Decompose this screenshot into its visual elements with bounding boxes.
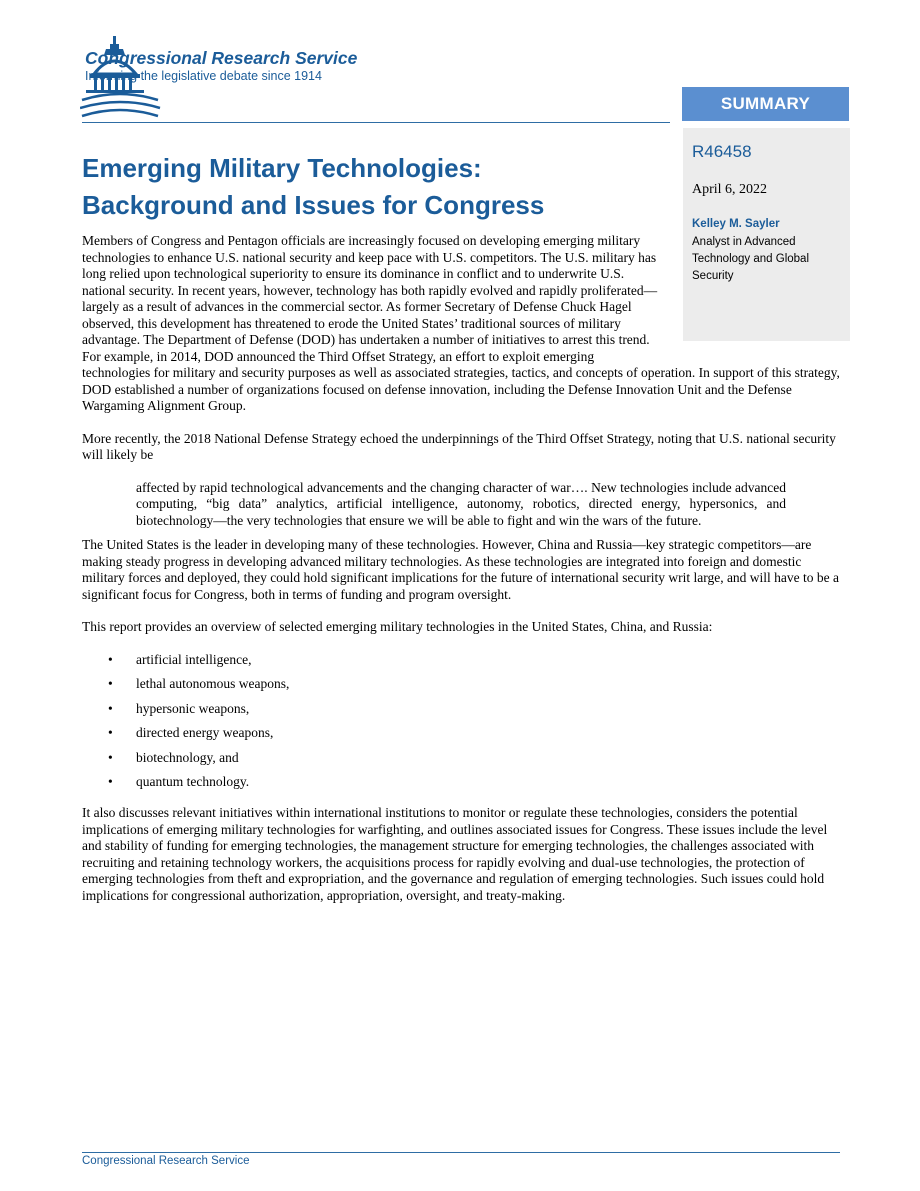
bullet-icon: • [108, 749, 113, 765]
page-title [82, 150, 544, 224]
bullet-icon: • [108, 774, 113, 790]
paragraph-3: The United States is the leader in developing many of these technologies. However, China and Russia—key strategic competitors—are making steady progress in developing advanced military technologies. As these technologies are integrated into foreign and domestic military forces and deployed, they could hold significant implications for the future of international security writ large, and will have to be a significant focus for Congress, both in terms of funding and program oversight. [82, 537, 840, 602]
bullet-icon: • [108, 676, 113, 692]
bullet-icon: • [108, 651, 113, 667]
header-divider [82, 122, 670, 123]
block-quote: affected by rapid technological advancements and the changing character of war…. New technologies include advanced computing, “big data” analytics, artificial intelligence, autonomy, robotics, directed energy, hypersonics, and biotechnology—the very technologies that ensure we will be able to fight and win the wars of the future. [136, 479, 786, 528]
paragraph-4: This report provides an overview of selected emerging military technologies in the United States, China, and Russia: [82, 619, 713, 634]
summary-body [82, 233, 842, 920]
list-item: • directed energy weapons, [108, 725, 274, 741]
paragraph-1: Members of Congress and Pentagon officials are increasingly focused on developing emerging military technologies to enhance U.S. national security and keep pace with U.S. competitors. The U.S. military has long relied upon technological superiority to ensure its dominance in conflict and to underwrite U.S. national security. In recent years, however, technology has both rapidly evolved and rapidly proliferated—largely as a result of advances in the commercial sector. As former Secretary of Defense Chuck Hagel observed, this development has threatened to erode the United States’ traditional sources of military advantage. The Department of Defense (DOD) has undertaken a number of initiatives to arrest this trend. For example, in 2014, DOD announced the Third Offset Strategy, an effort to exploit emerging technologies for military and security purposes as well as associated strategies, tactics, and concepts of operation. In support of this strategy, DOD established a number of organizations focused on defense innovation, including the Defense Innovation Unit and the Defense Wargaming Alignment Group. [82, 233, 840, 413]
technology-list [82, 652, 842, 800]
report-date: April 6, 2022 [692, 182, 768, 197]
author-name: Kelley M. Sayler [692, 218, 780, 230]
list-item: • lethal autonomous weapons, [108, 676, 290, 692]
paragraph-5: It also discusses relevant initiatives within international institutions to monitor or regulate these technologies, considers the potential implications of emerging military technologies for warfighting, and outlines associated issues for Congress. These issues include the level and stability of funding for emerging technologies, the management structure for emerging technologies, the challenges associated with recruiting and retaining technology workers, the acquisitions process for rapidly evolving and dual-use technologies, the protection of emerging technologies from theft and expropriation, and the governance and regulation of emerging technologies. Such issues could hold implications for congressional authorization, appropriation, oversight, and treaty-making. [82, 805, 828, 903]
org-name: Congressional Research Service [85, 48, 358, 68]
org-tagline: Informing the legislative debate since 1914 [85, 69, 322, 83]
list-item: • biotechnology, and [108, 749, 239, 765]
footer-text: Congressional Research Service [82, 1155, 250, 1167]
author-title: Analyst in Advanced Technology and Global Security [692, 236, 809, 282]
title-line-1: Emerging Military Technologies: [82, 153, 482, 183]
bullet-icon: • [108, 700, 113, 716]
paragraph-2: More recently, the 2018 National Defense Strategy echoed the underpinnings of the Third Offset Strategy, noting that U.S. national security will likely be [82, 430, 836, 462]
report-number: R46458 [692, 142, 752, 161]
footer-divider [82, 1152, 840, 1153]
title-line-2: Background and Issues for Congress [82, 190, 545, 220]
bullet-icon: • [108, 725, 113, 741]
list-item: • artificial intelligence, [108, 651, 252, 667]
list-item: • quantum technology. [108, 774, 250, 790]
summary-label: SUMMARY [682, 87, 849, 121]
list-item: • hypersonic weapons, [108, 700, 250, 716]
